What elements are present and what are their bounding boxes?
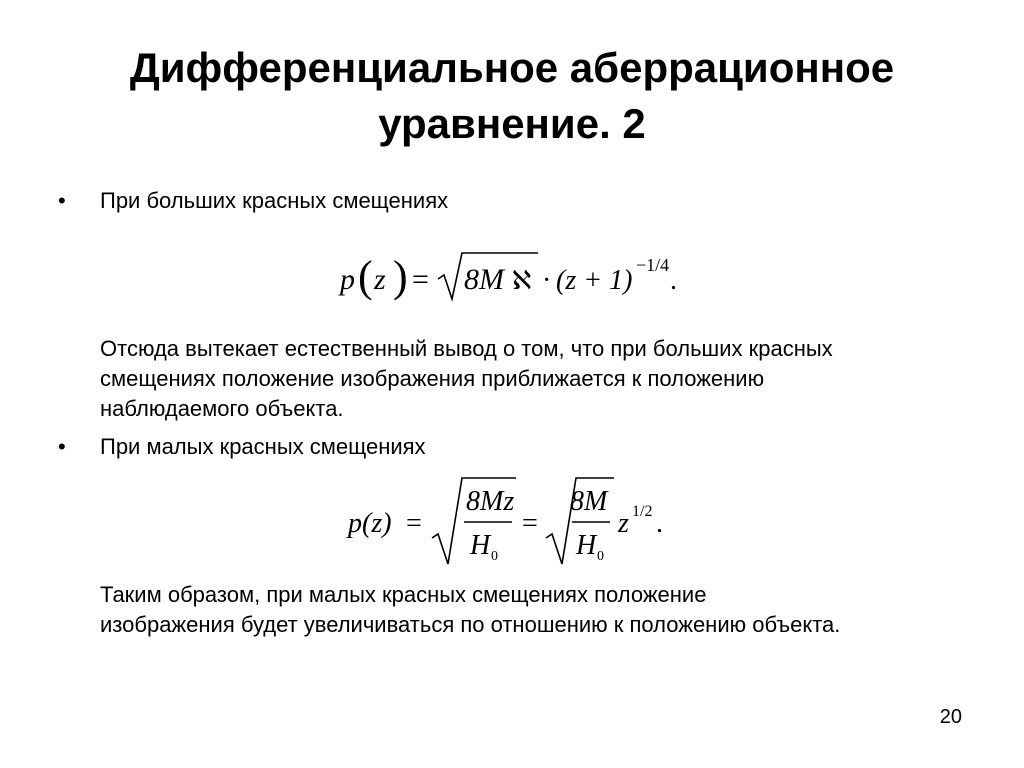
paragraph-line: Отсюда вытекает естественный вывод о том, что при больших красных (100, 336, 833, 361)
paragraph-line: смещениях положение изображения приближается к положению (100, 366, 765, 391)
paragraph-line: изображения будет увеличиваться по отношению к положению объекта. (100, 612, 841, 637)
formula-1-equals: = (412, 263, 429, 296)
paragraph-line: наблюдаемого объекта. (100, 396, 344, 421)
formula-2-exponent: 1/2 (632, 503, 653, 520)
paragraph-large-redshift-conclusion (100, 334, 980, 424)
formula-2-z: z (618, 508, 629, 539)
paragraph-small-redshift-conclusion (100, 580, 980, 640)
slide-title (0, 40, 1024, 152)
formula-2-numerator-1: 8Mz (466, 486, 515, 517)
formula-2-graphic (340, 472, 700, 572)
slide-title-line-2: уравнение. 2 (378, 100, 646, 147)
formula-1-radicand: 8M (464, 263, 504, 296)
formula-large-redshift (330, 245, 710, 315)
formula-1-open-paren: ( (358, 252, 373, 301)
formula-1-close-paren: ) (393, 252, 408, 301)
bullet-marker: • (58, 434, 66, 459)
formula-2-equals-2: = (522, 508, 538, 539)
formula-2-period: . (656, 508, 663, 539)
formula-1-base: (z + 1) (556, 265, 633, 296)
formula-2-denominator-1: H (470, 530, 491, 561)
formula-1-aleph: ℵ (512, 266, 532, 296)
bullet-text: При больших красных смещениях (100, 188, 449, 213)
paragraph-line: Таким образом, при малых красных смещениях положение (100, 582, 707, 607)
slide-title-line-1: Дифференциальное аберрационное (129, 44, 895, 91)
slide-number: 20 (939, 706, 962, 728)
formula-1-exponent: −1/4 (636, 255, 670, 275)
bullet-text: При малых красных смещениях (100, 434, 426, 459)
formula-2-denominator-2: H (576, 530, 597, 561)
formula-small-redshift (340, 472, 700, 572)
formula-1-graphic (330, 245, 710, 315)
formula-1-z: z (374, 263, 386, 296)
formula-2-equals-1: = (406, 508, 422, 539)
bullet-marker: • (58, 188, 66, 213)
formula-1-dot: · (542, 265, 552, 296)
formula-1-period: . (670, 265, 677, 296)
formula-2-numerator-2: 8M (570, 486, 608, 517)
formula-2-subscript-1: 0 (491, 549, 498, 564)
formula-2-lhs: p(z) (348, 508, 392, 539)
formula-1-p: p (340, 263, 355, 296)
formula-2-subscript-2: 0 (597, 549, 604, 564)
